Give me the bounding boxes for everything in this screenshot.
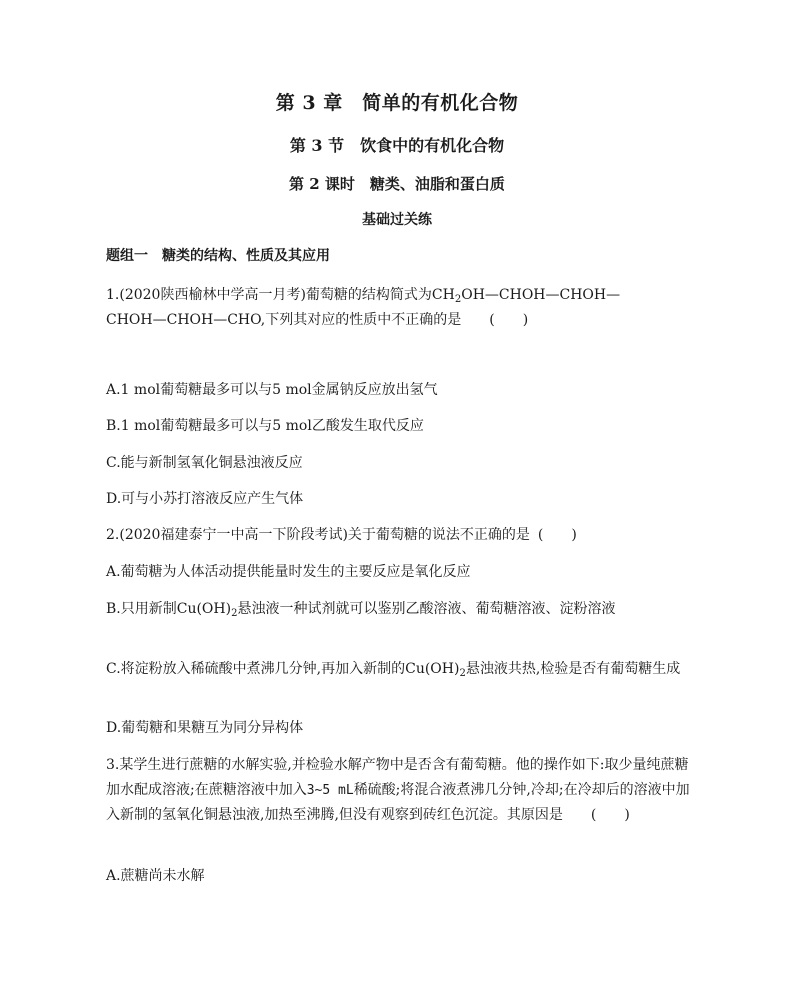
section-title: 第 3 节 饮食中的有机化合物 [289,136,505,155]
q1-answer-bracket: ( ) [489,312,529,328]
q2-stem-text: 2.(2020福建泰宁一中高一下阶段考试)关于葡萄糖的说法不正确的是 [106,527,530,543]
q3-option-a: A.蔗糖尚未水解 [106,868,205,884]
question-2-stem [106,524,706,546]
q1-option-b: B.1 mol葡萄糖最多可以与5 mol乙酸发生取代反应 [106,418,424,434]
question-1-line-2 [106,309,706,331]
chapter-title: 第 3 章 简单的有机化合物 [275,92,519,114]
q1-subscript: 2 [454,294,462,305]
q1-option-d: D.可与小苏打溶液反应产生气体 [106,491,304,507]
question-1-line-1 [106,284,706,311]
q3-range: 3~5 mL [306,782,354,798]
q2-option-c [106,657,692,687]
practice-title: 基础过关练 [362,212,432,228]
q2-option-d: D.葡萄糖和果糖互为同分异构体 [106,720,304,736]
group-title: 题组一 糖类的结构、性质及其应用 [106,248,330,264]
q1-option-a: A.1 mol葡萄糖最多可以与5 mol金属钠反应放出氢气 [106,382,438,398]
question-3-stem [106,753,692,828]
q2-option-b [106,597,692,627]
q1-text-c: CHOH—CHOH—CHO,下列其对应的性质中不正确的是 [106,312,462,328]
q2-b-text-a: B.只用新制Cu(OH) [106,601,232,617]
q2-b-text-b: 悬浊液一种试剂就可以鉴别乙酸溶液、葡萄糖溶液、淀粉溶液 [237,601,616,617]
q2-b-subscript: 2 [231,608,238,619]
q2-c-text-b: 悬浊液共热,检验是否有葡萄糖生成 [465,661,681,677]
lesson-title: 第 2 课时 糖类、油脂和蛋白质 [289,175,505,193]
q1-text-b: OH—CHOH—CHOH— [461,287,621,303]
q2-c-text-a: C.将淀粉放入稀硫酸中煮沸几分钟,再加入新制的Cu(OH) [106,661,460,677]
q2-option-a: A.葡萄糖为人体活动提供能量时发生的主要反应是氧化反应 [106,564,471,580]
q1-text-a: 1.(2020陕西榆林中学高一月考)葡萄糖的结构简式为CH [106,287,455,303]
q3-stem-text-b: 稀硫酸;将混合液煮沸几分钟,冷却;在冷却后的溶液中加入新制的氢氧化铜悬浊液,加热至沸腾,但没有观察到砖红色沉淀。其原因是 [106,781,690,823]
q1-option-c: C.能与新制氢氧化铜悬浊液反应 [106,455,303,471]
q2-c-subscript: 2 [459,668,466,679]
q3-answer-bracket: ( ) [590,807,630,823]
q3-stem-text-a: 3.某学生进行蔗糖的水解实验,并检验水解产物中是否含有葡萄糖。他的操作如下:取少量纯蔗糖加水配成溶液;在蔗糖溶液中加入 [106,757,689,798]
q2-answer-bracket: ( ) [537,527,577,543]
